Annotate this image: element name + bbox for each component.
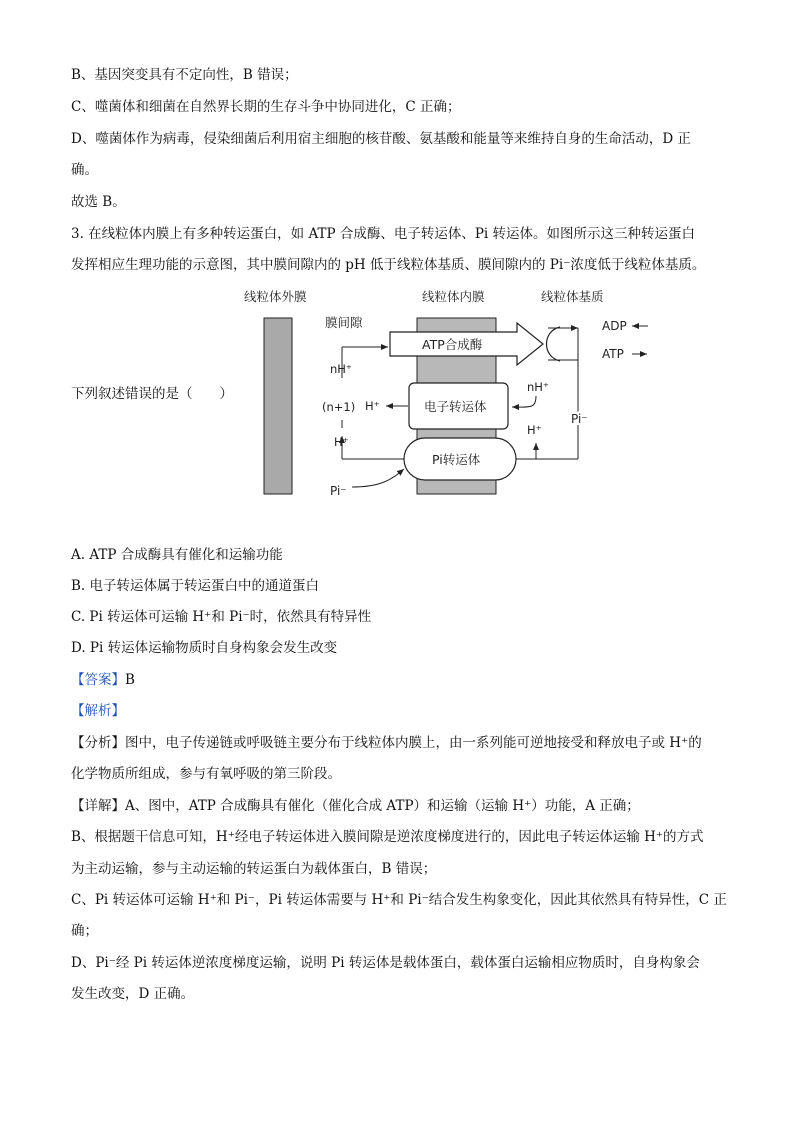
analysis-tag: 【解析】: [71, 703, 125, 719]
pi-minus-intermembrane-label: Pi⁻: [330, 484, 347, 498]
mitochondria-transport-diagram: [230, 283, 670, 503]
fenxi-line2: 化学物质所组成，参与有氧呼吸的第三阶段。: [71, 766, 341, 782]
xiangjie-line5: 确；: [71, 923, 98, 939]
nh-plus-intermembrane-label: nH⁺: [330, 362, 353, 376]
question-stem: 下列叙述错误的是（ ）: [71, 386, 233, 402]
xiangjie-line6: D、Pi⁻经 Pi 转运体逆浓度梯度运输，说明 Pi 转运体是载体蛋白，载体蛋白运输相应物质时，自身构象会: [71, 955, 700, 971]
xiangjie-line3: 为主动运输，参与主动运输的转运蛋白为载体蛋白，B 错误；: [71, 861, 437, 877]
option-b: B. 电子转运体属于转运蛋白中的通道蛋白: [71, 578, 320, 594]
h-plus-matrix-label: H⁺: [527, 423, 542, 437]
question-3-line1: 3. 在线粒体内膜上有多种转运蛋白，如 ATP 合成酶、电子转运体、Pi 转运体。如图所示这三种转运蛋白: [71, 226, 696, 242]
xiangjie-tag: 【详解】: [71, 798, 125, 814]
atp-synthase-cap: [547, 327, 561, 361]
intermembrane-space-label: 膜间隙: [325, 315, 363, 330]
text-line: B、基因突变具有不定向性，B 错误；: [71, 67, 298, 83]
fenxi-tag: 【分析】: [71, 735, 125, 751]
option-a: A. ATP 合成酶具有催化和运输功能: [71, 547, 283, 563]
adp-label: ADP: [602, 319, 627, 333]
matrix-label: 线粒体基质: [541, 289, 604, 304]
outer-membrane: [264, 318, 292, 494]
h-plus-electron-label: H⁺: [365, 399, 380, 413]
atp-label: ATP: [602, 347, 624, 361]
atp-synthase-label: ATP合成酶: [422, 337, 483, 352]
electron-transporter-label: 电子转运体: [424, 399, 487, 414]
text-line: 故选 B。: [71, 194, 126, 210]
option-d: D. Pi 转运体运输物质时自身构象会发生改变: [71, 640, 338, 656]
nh-plus-matrix-label: nH⁺: [527, 380, 550, 394]
answer-tag: 【答案】: [71, 672, 125, 688]
xiangjie-line2: B、根据题干信息可知，H⁺经电子转运体进入膜间隙是逆浓度梯度进行的，因此电子转运体运输 H⁺的方式: [71, 829, 704, 845]
fenxi-line1: [71, 733, 702, 753]
xiangjie-line4: C、Pi 转运体可运输 H⁺和 Pi⁻，Pi 转运体需要与 H⁺和 Pi⁻结合发生构象变化，因此其依然具有特异性，C 正: [71, 892, 727, 908]
text-line: D、噬菌体作为病毒，侵染细菌后利用宿主细胞的核苷酸、氨基酸和能量等来维持自身的生命活动，D 正: [71, 131, 691, 147]
n-plus-1-label: (n+1): [322, 400, 356, 414]
pi-minus-matrix-label: Pi⁻: [571, 412, 588, 426]
outer-membrane-label: 线粒体外膜: [244, 289, 307, 304]
text-line: C、噬菌体和细菌在自然界长期的生存斗争中协同进化，C 正确；: [71, 99, 461, 115]
h-plus-intermembrane-label: H⁺: [334, 435, 349, 449]
xiangjie-line7: 发生改变，D 正确。: [71, 986, 195, 1002]
question-3-line2: 发挥相应生理功能的示意图，其中膜间隙内的 pH 低于线粒体基质、膜间隙内的 Pi⁻浓度低于线粒体基质。: [71, 257, 706, 273]
option-c: C. Pi 转运体可运输 H⁺和 Pi⁻时，依然具有特异性: [71, 609, 372, 625]
text-line: 确。: [71, 162, 98, 178]
fenxi-text: 图中，电子传递链或呼吸链主要分布于线粒体内膜上，由一系列能可逆地接受和释放电子或 H⁺的: [125, 735, 702, 751]
answer-value: B: [125, 672, 135, 688]
analysis-line: [71, 701, 125, 721]
xiangjie-line1: [71, 796, 640, 816]
xiangjie-text: A、图中，ATP 合成酶具有催化（催化合成 ATP）和运输（运输 H⁺）功能，A 正确；: [125, 798, 640, 814]
inner-membrane-label: 线粒体内膜: [422, 289, 485, 304]
pi-transporter-label: Pi转运体: [432, 452, 481, 467]
answer-line: [71, 670, 135, 690]
